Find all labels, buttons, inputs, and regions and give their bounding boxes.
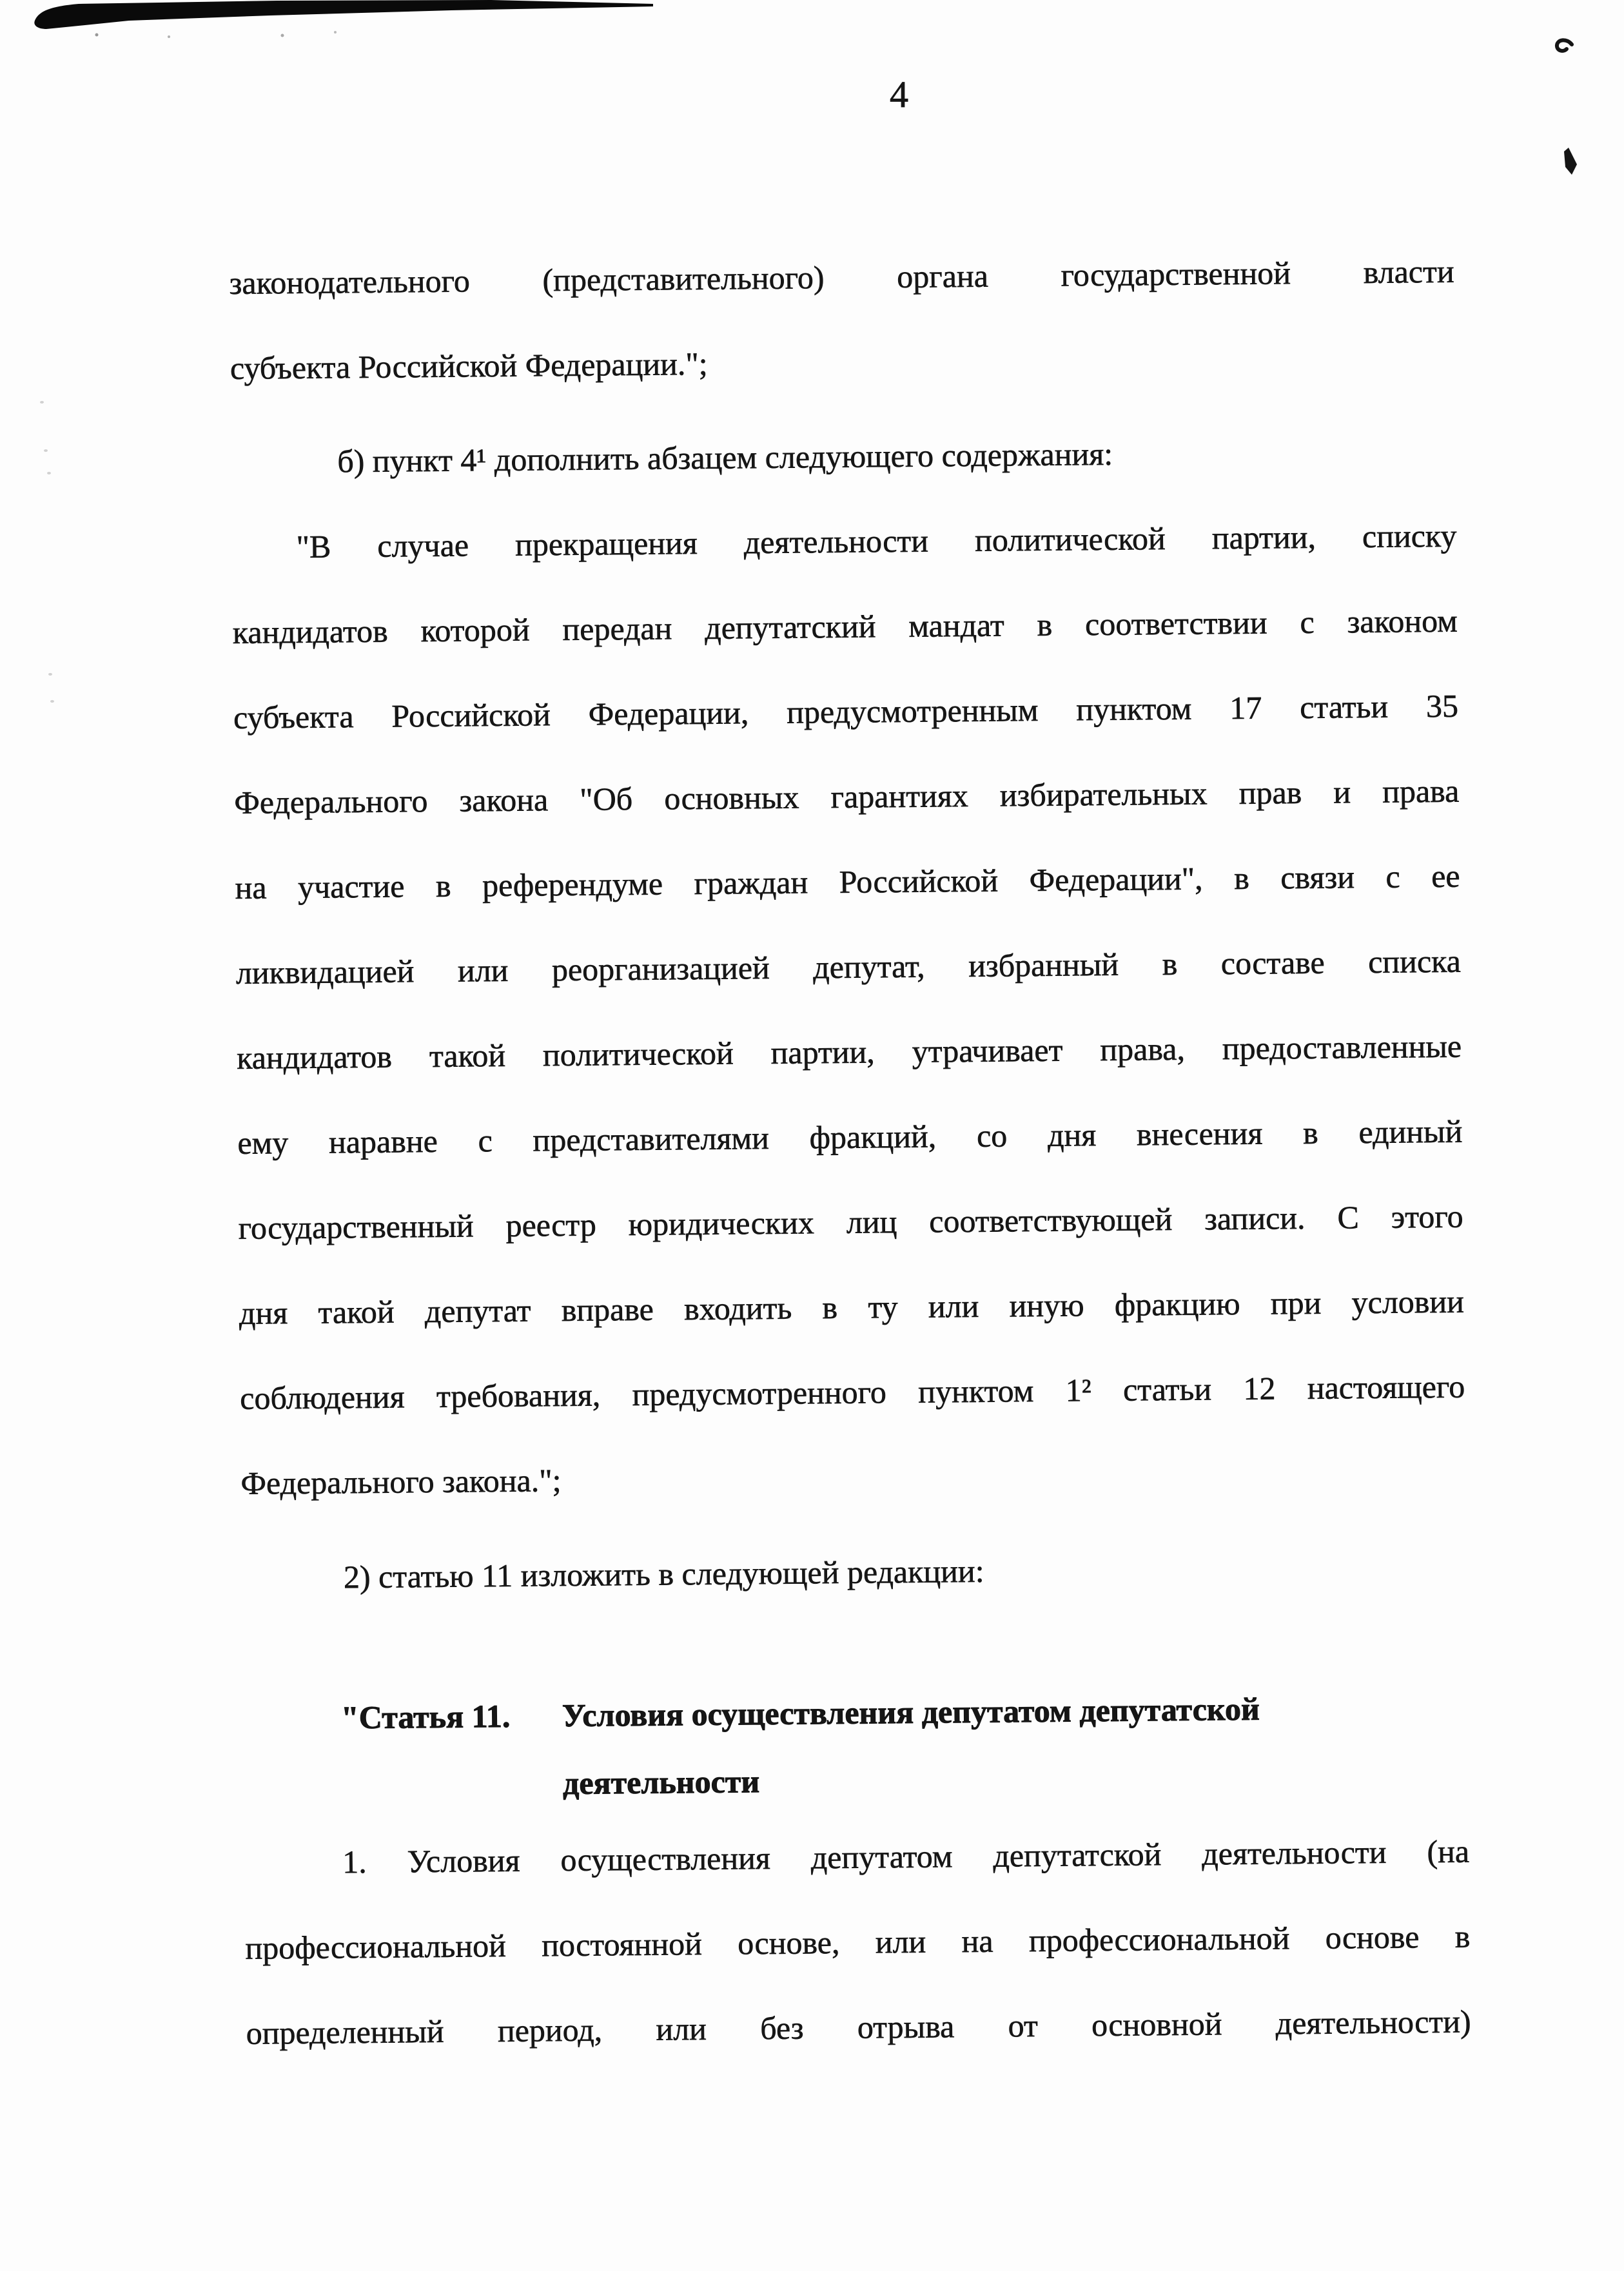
body-line: 1. Условия осуществления депутатом депутатской деятельности (на bbox=[342, 1833, 1470, 1880]
body-line: ликвидацией или реорганизацией депутат, избранный в составе списка bbox=[235, 942, 1462, 991]
body-line: законодательного (представительного) органа государственной власти bbox=[229, 253, 1454, 301]
body-line: государственный реестр юридических лиц соответствующей записи. С этого bbox=[238, 1198, 1463, 1246]
body-line: определенный период, или без отрыва от основной деятельности) bbox=[246, 2003, 1471, 2051]
body-line: Федерального закона "Об основных гарантиях избирательных прав и права bbox=[234, 772, 1460, 821]
body-line: субъекта Российской Федерации."; bbox=[230, 345, 708, 386]
article-heading bbox=[243, 1673, 1469, 1753]
document-text-block bbox=[229, 229, 1471, 2076]
body-line: субъекта Российской Федерации, предусмотренным пунктом 17 статьи 35 bbox=[233, 687, 1459, 736]
article-heading-number: "Статья 11. bbox=[340, 1697, 511, 1736]
body-line: "В случае прекращения деятельности политической партии, списку bbox=[296, 517, 1457, 565]
body-line: профессиональной постоянной основе, или на профессиональной основе в bbox=[245, 1918, 1471, 1966]
body-line: кандидатов которой передан депутатский мандат в соответствии с законом bbox=[232, 602, 1458, 650]
ink-marks-right-margin bbox=[1547, 35, 1592, 190]
body-line: на участие в референдуме граждан Российской Федерации", в связи с ее bbox=[235, 857, 1460, 906]
page-number: 4 bbox=[890, 73, 908, 115]
body-line: дня такой депутат вправе входить в ту или иную фракцию при условии bbox=[239, 1283, 1465, 1331]
body-line: Федерального закона."; bbox=[240, 1462, 562, 1501]
ink-smudge-artifact bbox=[0, 0, 709, 52]
body-line: ему наравне с представителями фракций, со дня внесения в единый bbox=[237, 1113, 1463, 1161]
body-line: кандидатов такой политической партии, утрачивает права, предоставленные bbox=[236, 1028, 1462, 1076]
article-heading-title-line2: деятельности bbox=[562, 1763, 760, 1802]
body-line: соблюдения требования, предусмотренного пунктом 1² статьи 12 настоящего bbox=[239, 1368, 1465, 1416]
article-heading-title-line1: Условия осуществления депутатом депутатской bbox=[562, 1690, 1260, 1734]
body-line: 2) статью 11 изложить в следующей редакции: bbox=[343, 1552, 984, 1595]
body-line: б) пункт 4¹ дополнить абзацем следующего содержания: bbox=[337, 435, 1113, 480]
